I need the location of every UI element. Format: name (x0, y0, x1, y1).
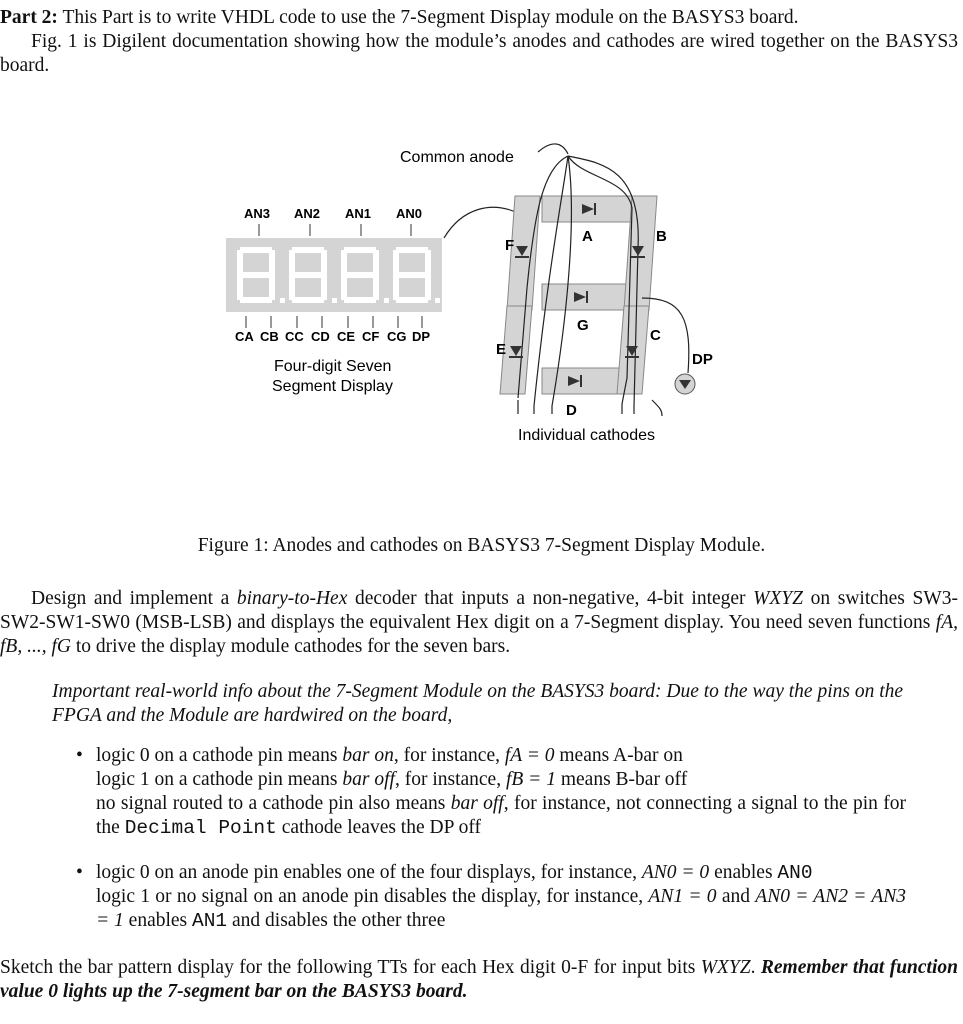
segment-label-c: C (650, 327, 661, 344)
fig-reference: Fig. 1 is Digilent documentation showing how the module’s anodes and cathodes are wired together on the BASYS3 board. (0, 31, 958, 76)
figure-caption: Figure 1: Anodes and cathodes on BASYS3 7-Segment Display Module. (197, 535, 766, 556)
common-anode-arrow (538, 144, 568, 154)
bullet-cathode: • logic 0 on a cathode pin means bar on, for instance, fA = 0 means A-bar on logic 1 on a cathode pin means bar off, for instance, fB = 1 means B-bar off no signal routed to a cathode pin also means bar off, for instance, not connecting a signal to the pin for the Decimal Point cathode leaves the DP off (76, 745, 906, 839)
segment-label-a: A (582, 228, 593, 245)
cathode-label-cc: CC (285, 329, 304, 344)
part-label: Part 2: (0, 7, 58, 28)
individual-cathodes-label: Individual cathodes (518, 427, 655, 444)
anode-arrow (444, 207, 520, 238)
cathode-label-cd: CD (311, 329, 330, 344)
segment-label-b: B (656, 228, 667, 245)
cathode-label-cb: CB (260, 329, 279, 344)
important-info: Important real-world info about the 7-Segment Module on the BASYS3 board: Due to the way the pins on the FPGA and the Module are hardwired on the board, (52, 681, 904, 726)
anode-label-an0: AN0 (396, 206, 423, 221)
segment-label-dp: DP (692, 351, 713, 368)
seven-segment-figure (222, 138, 742, 448)
cathode-label-cg: CG (387, 329, 407, 344)
anode-label-an1: AN1 (345, 206, 372, 221)
common-anode-label: Common anode (400, 149, 514, 166)
segment-label-e: E (496, 341, 507, 358)
bullet-anode: • logic 0 on an anode pin enables one of the four displays, for instance, AN0 = 0 enables AN0 logic 1 or no signal on an anode pin disables the display, for instance, AN1 = 0 and AN0 = AN2 = AN3 = 1 enables AN1 and disables the other three (76, 862, 907, 932)
segment-label-d: D (566, 402, 577, 419)
display-caption-1: Four-digit Seven (274, 358, 392, 375)
cathode-label-dp: DP (412, 329, 431, 344)
anode-label-an3: AN3 (244, 206, 271, 221)
part-text: This Part is to write VHDL code to use the 7-Segment Display module on the BASYS3 board. (62, 7, 799, 28)
cathode-label-cf: CF (362, 329, 380, 344)
segment-label-g: G (577, 317, 589, 334)
segment-label-f: F (505, 237, 515, 254)
anode-label-an2: AN2 (294, 206, 321, 221)
sketch-paragraph: Sketch the bar pattern display for the following TTs for each Hex digit 0-F for input bits WXYZ. Remember that function value 0 lights up the 7-segment bar on the BASYS3 board. (0, 957, 958, 1002)
design-paragraph: Design and implement a binary-to-Hex decoder that inputs a non-negative, 4-bit integer WXYZ on switches SW3-SW2-SW1-SW0 (MSB-LSB) and displays the equivalent Hex digit on a 7-Segment display. You need seven functions fA, fB, ..., fG to drive the display module cathodes for the seven bars. (0, 588, 958, 657)
cathode-label-ce: CE (337, 329, 356, 344)
cathode-label-ca: CA (235, 329, 254, 344)
intro-paragraph (0, 6, 958, 30)
display-caption-2: Segment Display (272, 378, 393, 395)
